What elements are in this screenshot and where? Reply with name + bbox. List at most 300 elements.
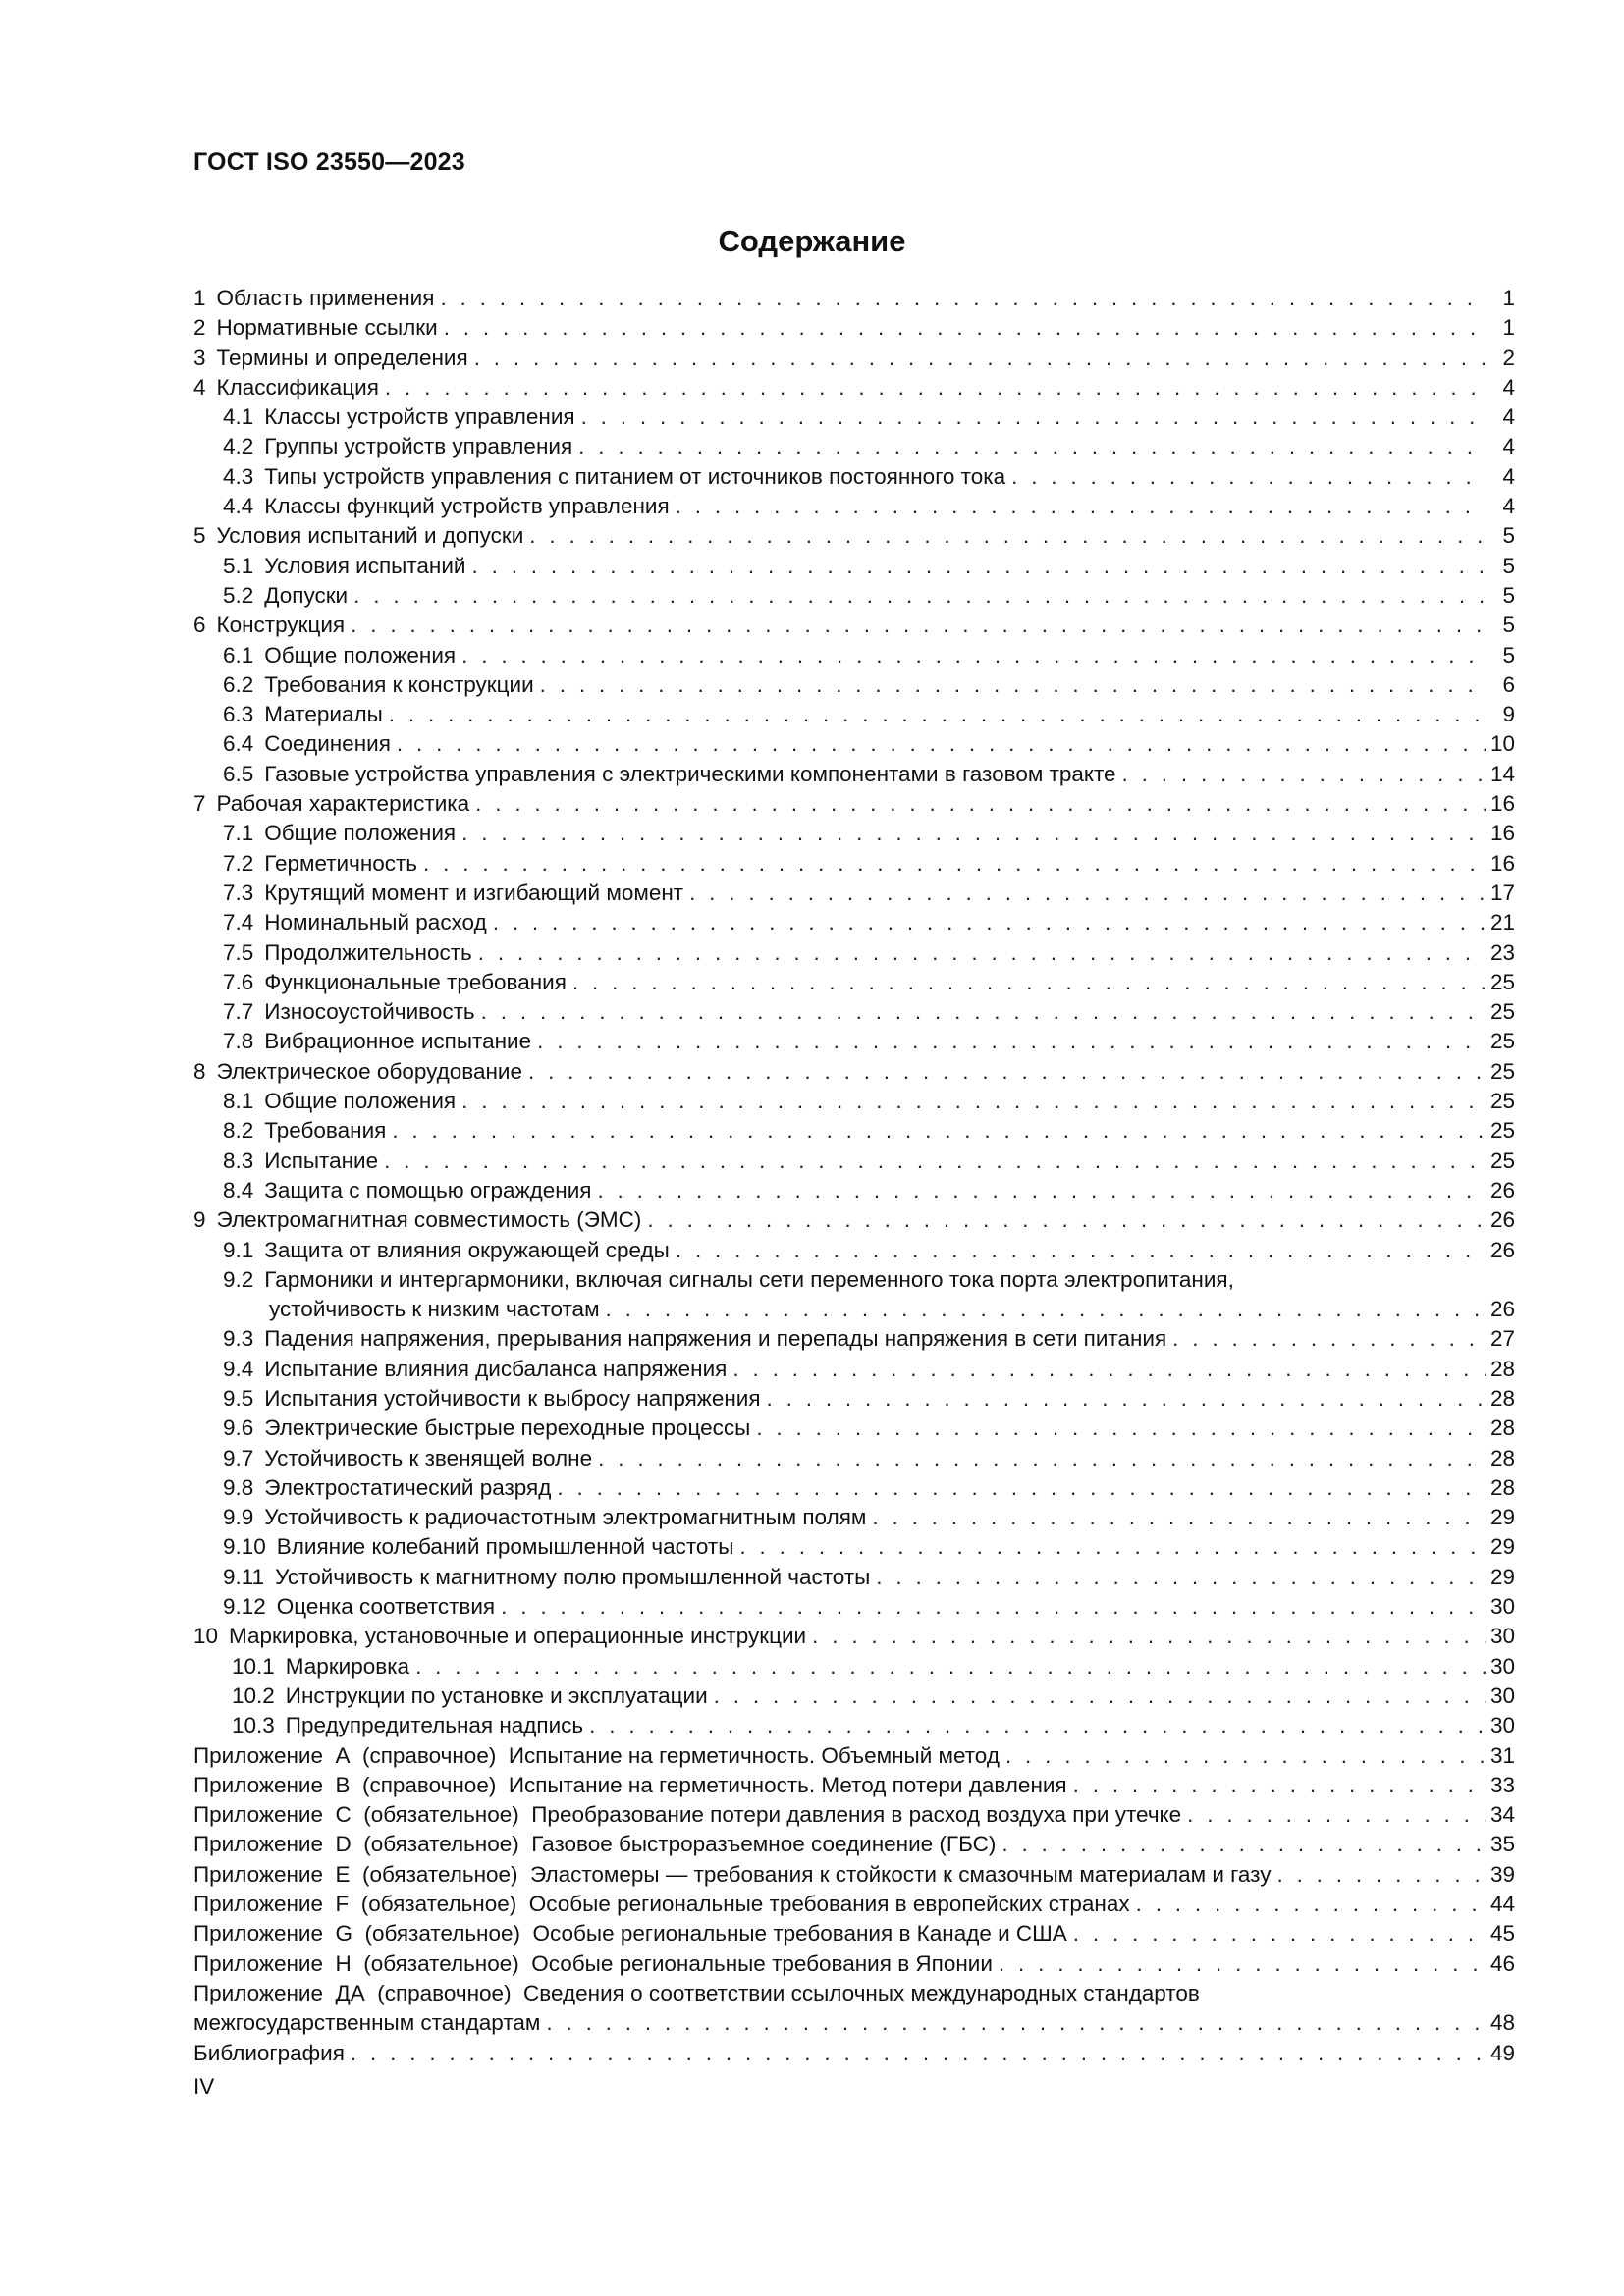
toc-entry-number: 5 [193, 523, 206, 549]
toc-page-number: 25 [1489, 969, 1515, 994]
toc-entry[interactable] [193, 670, 1515, 700]
toc-entry[interactable] [193, 849, 1515, 879]
toc-entry[interactable] [193, 552, 1515, 581]
toc-entry-text: Маркировка, установочные и операционные инструкции [229, 1624, 807, 1649]
toc-entry-label [193, 1800, 1181, 1830]
toc-entry-number: 9.4 [223, 1356, 254, 1381]
toc-leader-dots [597, 1176, 1486, 1205]
toc-page-number: 30 [1489, 1624, 1515, 1649]
toc-entry-label [232, 1652, 409, 1682]
toc-entry-text: Электростатический разряд [264, 1474, 552, 1500]
toc-leader-dots [528, 1057, 1486, 1087]
toc-entry-number: 4.2 [223, 434, 254, 459]
toc-entry-text: Испытание влияния дисбаланса напряжения [264, 1356, 728, 1381]
toc-leader-dots [589, 1711, 1486, 1740]
toc-entry-number: 7 [193, 791, 206, 817]
toc-page-number: 1 [1502, 286, 1515, 310]
toc-entry-text: Электрические быстрые переходные процессы [264, 1415, 751, 1441]
toc-entry[interactable] [193, 1771, 1515, 1800]
toc-entry-number: 10 [193, 1624, 219, 1649]
toc-entry[interactable] [193, 373, 1515, 402]
toc-leader-dots [493, 908, 1486, 937]
toc-leader-dots [581, 402, 1486, 432]
toc-entry-number: 9.12 [223, 1594, 266, 1620]
toc-entry-label [223, 1384, 761, 1414]
toc-entry-text: Приложение D (обязательное) Газовое быстроразъемное соединение (ГБС) [193, 1832, 997, 1857]
toc-entry-text: Классы устройств управления [264, 404, 575, 430]
toc-entry-text: Функциональные требования [264, 969, 567, 994]
toc-leader-dots [481, 997, 1486, 1027]
toc-page-number: 1 [1502, 315, 1515, 341]
toc-entry[interactable] [193, 729, 1515, 759]
toc-entry[interactable] [193, 1147, 1515, 1176]
toc-entry-label [193, 1860, 1271, 1890]
toc-entry-text: Маркировка [285, 1653, 410, 1679]
toc-entry-label [193, 1771, 1067, 1800]
toc-leader-dots [474, 344, 1486, 373]
toc-leader-dots [572, 968, 1486, 997]
toc-leader-dots [756, 1414, 1486, 1443]
toc-entry[interactable] [193, 1563, 1515, 1592]
toc-entry[interactable] [193, 1919, 1515, 1949]
toc-entry-text: Устойчивость к радиочастотным электромагнитным полям [264, 1505, 867, 1530]
toc-entry-label [193, 789, 469, 819]
toc-entry[interactable] [193, 879, 1515, 908]
toc-entry-text: Предупредительная надпись [285, 1713, 584, 1738]
toc-leader-dots [461, 819, 1486, 848]
toc-entry[interactable] [193, 492, 1515, 521]
toc-page-number: 49 [1489, 2040, 1515, 2065]
toc-leader-dots [385, 373, 1486, 402]
toc-entry[interactable] [193, 1741, 1515, 1771]
toc-page-number: 25 [1489, 999, 1515, 1025]
toc-entry-number: 9.3 [223, 1326, 254, 1352]
toc-entry[interactable] [193, 1265, 1515, 1295]
toc-entry[interactable] [193, 1532, 1515, 1562]
toc-leader-dots [392, 1116, 1486, 1146]
toc-entry-text: Испытание [264, 1148, 379, 1173]
toc-entry-label [223, 819, 456, 848]
toc-entry-text: Соединения [264, 731, 391, 757]
toc-entry-number: 9.11 [223, 1564, 265, 1589]
toc-entry-number: 6 [193, 613, 206, 638]
toc-entry-label [223, 1532, 733, 1562]
toc-entry-text: Условия испытаний [264, 553, 466, 578]
toc-entry-number: 9.2 [223, 1266, 254, 1292]
toc-page-number: 28 [1489, 1445, 1515, 1470]
toc-page-number: 21 [1489, 910, 1515, 935]
toc-entry-label [223, 1176, 591, 1205]
toc-entry[interactable] [193, 1473, 1515, 1503]
page-title: Содержание [718, 224, 906, 258]
toc-leader-dots [461, 1087, 1486, 1116]
toc-entry-number: 9.7 [223, 1445, 254, 1470]
toc-entry[interactable] [193, 1324, 1515, 1354]
toc-page-number: 26 [1489, 1237, 1515, 1262]
toc-entry[interactable] [193, 1087, 1515, 1116]
toc-page-number: 48 [1489, 2010, 1515, 2036]
toc-entry-label [223, 432, 572, 461]
toc-page-number: 10 [1489, 731, 1515, 757]
toc-entry-number: 8.4 [223, 1177, 254, 1202]
toc-entry-label [223, 581, 348, 611]
toc-entry[interactable] [193, 1800, 1515, 1830]
toc-entry-number: 6.2 [223, 671, 254, 697]
toc-page-number: 39 [1489, 1861, 1515, 1887]
toc-entry-label [193, 1949, 993, 1979]
toc-leader-dots [440, 284, 1486, 313]
toc-entry[interactable] [193, 402, 1515, 432]
toc-entry-label [223, 1503, 866, 1532]
toc-entry[interactable] [193, 581, 1515, 611]
toc-leader-dots [353, 581, 1486, 611]
toc-entry-text: Электромагнитная совместимость (ЭМС) [216, 1207, 642, 1233]
toc-entry-label [223, 1592, 495, 1622]
toc-leader-dots [415, 1652, 1486, 1682]
toc-entry-label [193, 611, 345, 640]
toc-entry[interactable] [193, 2008, 1515, 2038]
toc-entry[interactable] [193, 968, 1515, 997]
toc-entry-text: Гармоники и интергармоники, включая сигналы сети переменного тока порта электропитания, [264, 1266, 1234, 1292]
toc-entry-number: 3 [193, 345, 206, 370]
toc-page-number: 25 [1489, 1089, 1515, 1114]
toc-leader-dots [546, 2008, 1486, 2038]
toc-entry[interactable] [193, 1592, 1515, 1622]
toc-entry[interactable] [193, 1949, 1515, 1979]
toc-entry-label [193, 284, 434, 313]
toc-leader-dots [478, 938, 1486, 968]
toc-entry[interactable] [193, 1711, 1515, 1740]
toc-page-number: 17 [1489, 880, 1515, 905]
table-of-contents [193, 284, 1515, 2068]
toc-page-number: 26 [1489, 1177, 1515, 1202]
toc-entry-label [223, 1444, 592, 1473]
toc-page-number: 4 [1502, 434, 1515, 459]
toc-entry-label [223, 849, 417, 879]
toc-entry-label [193, 1830, 996, 1859]
toc-entry-text: Группы устройств управления [264, 434, 573, 459]
toc-page-number: 33 [1489, 1772, 1515, 1797]
toc-entry-number: 7.5 [223, 939, 254, 965]
toc-entry-label [223, 1265, 1234, 1295]
toc-page-number: 4 [1502, 463, 1515, 489]
toc-entry-text: Герметичность [264, 850, 418, 876]
toc-page-number: 5 [1502, 553, 1515, 578]
toc-entry-label [223, 641, 456, 670]
toc-entry-text: Классификация [216, 374, 379, 400]
toc-entry-text: Материалы [264, 702, 383, 727]
toc-page-number: 4 [1502, 494, 1515, 519]
toc-entry-text: Общие положения [264, 1089, 457, 1114]
toc-entry-text: Влияние колебаний промышленной частоты [276, 1534, 734, 1560]
toc-entry-text: Защита с помощью ограждения [264, 1177, 592, 1202]
toc-leader-dots [471, 552, 1486, 581]
toc-page-number: 29 [1489, 1534, 1515, 1560]
toc-page-number: 27 [1489, 1326, 1515, 1352]
toc-page-number: 25 [1489, 1029, 1515, 1054]
toc-entry-text: Общие положения [264, 821, 457, 846]
toc-entry[interactable] [193, 760, 1515, 789]
toc-leader-dots [529, 521, 1486, 551]
toc-entry-text: Инструкции по установке и эксплуатации [285, 1682, 708, 1708]
toc-entry[interactable] [193, 1295, 1515, 1324]
toc-leader-dots [876, 1563, 1486, 1592]
toc-page-number: 30 [1489, 1713, 1515, 1738]
toc-entry[interactable] [193, 789, 1515, 819]
toc-entry-text: Приложение E (обязательное) Эластомеры — требования к стойкости к смазочным материалам и газу [193, 1861, 1272, 1887]
toc-entry[interactable] [193, 641, 1515, 670]
toc-entry-label [223, 402, 575, 432]
toc-entry[interactable] [193, 1116, 1515, 1146]
toc-entry[interactable] [193, 344, 1515, 373]
toc-entry-text: Вибрационное испытание [264, 1029, 532, 1054]
toc-entry-number: 4.1 [223, 404, 254, 430]
toc-entry-number: 8.1 [223, 1089, 254, 1114]
toc-entry[interactable] [193, 1384, 1515, 1414]
toc-entry[interactable] [193, 1622, 1515, 1651]
toc-page-number: 44 [1489, 1892, 1515, 1917]
toc-leader-dots [1122, 760, 1486, 789]
toc-entry-text: Термины и определения [216, 345, 468, 370]
toc-entry-text: Приложение ДА (справочное) Сведения о соответствии ссылочных международных стандартов [193, 1980, 1200, 2005]
toc-page-number: 9 [1502, 702, 1515, 727]
toc-page-number: 28 [1489, 1385, 1515, 1411]
toc-entry-text: Приложение С (обязательное) Преобразование потери давления в расход воздуха при утечке [193, 1802, 1182, 1828]
toc-entry-label [232, 1682, 708, 1711]
toc-entry-text: Приложение А (справочное) Испытание на герметичность. Объемный метод [193, 1742, 1000, 1768]
toc-entry-text: Крутящий момент и изгибающий момент [264, 880, 684, 905]
toc-entry[interactable] [193, 1414, 1515, 1443]
toc-entry[interactable] [193, 997, 1515, 1027]
toc-entry-number: 8 [193, 1058, 206, 1084]
toc-entry-label [223, 700, 383, 729]
toc-entry-text: Электрическое оборудование [216, 1058, 522, 1084]
toc-page-number: 4 [1502, 404, 1515, 430]
toc-entry[interactable] [193, 432, 1515, 461]
toc-entry[interactable] [193, 1652, 1515, 1682]
toc-page-number: 2 [1502, 345, 1515, 370]
toc-leader-dots [1276, 1860, 1486, 1890]
toc-entry-text: Приложение H (обязательное) Особые региональные требования в Японии [193, 1950, 993, 1976]
toc-page-number: 5 [1502, 613, 1515, 638]
toc-entry-text: Условия испытаний и допуски [216, 523, 524, 549]
toc-entry-number: 9.8 [223, 1474, 254, 1500]
toc-entry-number: 2 [193, 315, 206, 341]
toc-entry[interactable] [193, 1503, 1515, 1532]
toc-entry[interactable] [193, 2039, 1515, 2068]
toc-page-number: 30 [1489, 1682, 1515, 1708]
toc-leader-dots [647, 1205, 1486, 1235]
toc-entry-text: Газовые устройства управления с электрическими компонентами в газовом тракте [264, 761, 1116, 786]
toc-page-number: 4 [1502, 374, 1515, 400]
toc-entry[interactable] [193, 1205, 1515, 1235]
toc-page-number: 25 [1489, 1148, 1515, 1173]
toc-entry-text: Требования к конструкции [264, 671, 534, 697]
toc-entry-text: Защита от влияния окружающей среды [264, 1237, 670, 1262]
toc-entry-label [193, 313, 438, 343]
toc-entry-number: 9.1 [223, 1237, 254, 1262]
toc-entry-label [193, 1205, 641, 1235]
toc-page-number: 5 [1502, 582, 1515, 608]
toc-leader-dots [397, 729, 1486, 759]
toc-entry-label [223, 938, 472, 968]
toc-leader-dots [444, 313, 1486, 343]
toc-leader-dots [1136, 1890, 1486, 1919]
toc-entry-label [223, 492, 670, 521]
toc-leader-dots [557, 1473, 1486, 1503]
toc-entry-label [193, 2039, 345, 2068]
toc-entry-number: 7.2 [223, 850, 254, 876]
toc-entry-label [193, 521, 523, 551]
toc-entry-label [223, 1473, 551, 1503]
toc-entry-text: Конструкция [216, 613, 346, 638]
toc-entry-label [223, 729, 391, 759]
toc-entry-label [223, 1027, 531, 1056]
toc-leader-dots [540, 670, 1486, 700]
toc-entry-label [193, 1741, 1000, 1771]
toc-entry-label [193, 1057, 522, 1087]
toc-entry-label [223, 1087, 456, 1116]
toc-leader-dots [461, 641, 1486, 670]
toc-entry-text: Библиография [193, 2040, 345, 2065]
toc-page-number: 46 [1489, 1950, 1515, 1976]
toc-entry[interactable] [193, 521, 1515, 551]
toc-entry[interactable] [193, 1979, 1515, 2008]
document-header: ГОСТ ISO 23550—2023 [193, 148, 465, 176]
page-number-footer: IV [193, 2074, 215, 2099]
toc-leader-dots [423, 849, 1486, 879]
toc-page-number: 26 [1489, 1207, 1515, 1233]
toc-entry-number: 7.6 [223, 969, 254, 994]
toc-leader-dots [999, 1949, 1486, 1979]
toc-page-number: 16 [1489, 821, 1515, 846]
toc-entry[interactable] [193, 908, 1515, 937]
toc-entry[interactable] [193, 1236, 1515, 1265]
toc-entry-label [223, 1236, 670, 1265]
toc-entry[interactable] [193, 819, 1515, 848]
toc-entry-text: Продолжительность [264, 939, 472, 965]
toc-leader-dots [351, 2039, 1486, 2068]
toc-entry-number: 4 [193, 374, 206, 400]
toc-entry-number: 4.3 [223, 463, 254, 489]
toc-entry-text: Приложение В (справочное) Испытание на герметичность. Метод потери давления [193, 1772, 1067, 1797]
toc-entry[interactable] [193, 1444, 1515, 1473]
toc-entry[interactable] [193, 700, 1515, 729]
toc-entry-number: 9.6 [223, 1415, 254, 1441]
toc-entry-number: 6.4 [223, 731, 254, 757]
toc-entry-label [193, 344, 468, 373]
toc-entry-text: Область применения [216, 286, 435, 310]
toc-leader-dots [1172, 1324, 1486, 1354]
toc-leader-dots [1001, 1830, 1486, 1859]
toc-entry-number: 7.7 [223, 999, 254, 1025]
toc-entry-label [223, 462, 1005, 492]
toc-entry-label [223, 1147, 378, 1176]
toc-entry-label [223, 1355, 727, 1384]
toc-page-number: 6 [1502, 671, 1515, 697]
toc-entry-number: 8.2 [223, 1118, 254, 1144]
toc-entry-number: 4.4 [223, 494, 254, 519]
toc-entry-number: 6.5 [223, 761, 254, 786]
toc-entry-text: Классы функций устройств управления [264, 494, 670, 519]
toc-page-number: 45 [1489, 1921, 1515, 1947]
toc-leader-dots [732, 1355, 1486, 1384]
toc-page-number: 35 [1489, 1832, 1515, 1857]
toc-entry-number: 9.9 [223, 1505, 254, 1530]
toc-entry-number: 6.1 [223, 642, 254, 667]
toc-leader-dots [676, 492, 1486, 521]
toc-entry[interactable] [193, 1682, 1515, 1711]
toc-page-number: 29 [1489, 1564, 1515, 1589]
toc-page-number: 25 [1489, 1118, 1515, 1144]
toc-page-number: 26 [1489, 1297, 1515, 1322]
toc-entry-number: 1 [193, 286, 206, 310]
toc-entry[interactable] [193, 1830, 1515, 1859]
toc-entry-label [223, 670, 534, 700]
toc-leader-dots [1005, 1741, 1486, 1771]
toc-entry-text: Приложение G (обязательное) Особые региональные требования в Канаде и США [193, 1921, 1067, 1947]
toc-entry[interactable] [193, 462, 1515, 492]
toc-entry-text: Устойчивость к звенящей волне [264, 1445, 593, 1470]
toc-page-number: 16 [1489, 850, 1515, 876]
toc-page-number: 28 [1489, 1474, 1515, 1500]
toc-entry-label [223, 879, 683, 908]
toc-leader-dots [389, 700, 1486, 729]
toc-page-number: 25 [1489, 1058, 1515, 1084]
toc-page-number: 14 [1489, 761, 1515, 786]
toc-entry-label [223, 908, 487, 937]
toc-entry[interactable] [193, 1027, 1515, 1056]
toc-entry[interactable] [193, 611, 1515, 640]
toc-entry-text: Допуски [264, 582, 349, 608]
toc-entry-text: межгосударственным стандартам [193, 2010, 541, 2036]
toc-entry-text: Падения напряжения, прерывания напряжения и перепады напряжения в сети питания [264, 1326, 1167, 1352]
toc-entry-label [193, 2008, 540, 2038]
toc-leader-dots [714, 1682, 1486, 1711]
toc-leader-dots [475, 789, 1486, 819]
toc-entry-text: Номинальный расход [264, 910, 487, 935]
toc-leader-dots [739, 1532, 1486, 1562]
toc-entry-number: 7.4 [223, 910, 254, 935]
toc-page-number: 30 [1489, 1594, 1515, 1620]
toc-entry[interactable] [193, 1890, 1515, 1919]
toc-page-number: 5 [1502, 523, 1515, 549]
toc-entry[interactable] [193, 313, 1515, 343]
toc-entry[interactable] [193, 1355, 1515, 1384]
toc-entry-label [223, 1563, 870, 1592]
toc-leader-dots [501, 1592, 1486, 1622]
toc-entry-text: Общие положения [264, 642, 457, 667]
toc-entry[interactable] [193, 1057, 1515, 1087]
toc-entry[interactable] [193, 1860, 1515, 1890]
toc-entry-label [223, 1414, 750, 1443]
toc-entry-label [223, 552, 465, 581]
toc-entry-label [193, 1919, 1067, 1949]
toc-entry-text: Типы устройств управления с питанием от источников постоянного тока [264, 463, 1006, 489]
toc-entry[interactable] [193, 938, 1515, 968]
toc-leader-dots [606, 1295, 1486, 1324]
toc-entry[interactable] [193, 284, 1515, 313]
toc-entry-number: 9.10 [223, 1534, 266, 1560]
toc-page-number: 28 [1489, 1415, 1515, 1441]
toc-page-number: 16 [1489, 791, 1515, 817]
toc-entry[interactable] [193, 1176, 1515, 1205]
toc-entry-number: 8.3 [223, 1148, 254, 1173]
toc-entry-label [223, 997, 475, 1027]
toc-entry-number: 9 [193, 1207, 206, 1233]
toc-leader-dots [767, 1384, 1486, 1414]
toc-leader-dots [578, 432, 1486, 461]
